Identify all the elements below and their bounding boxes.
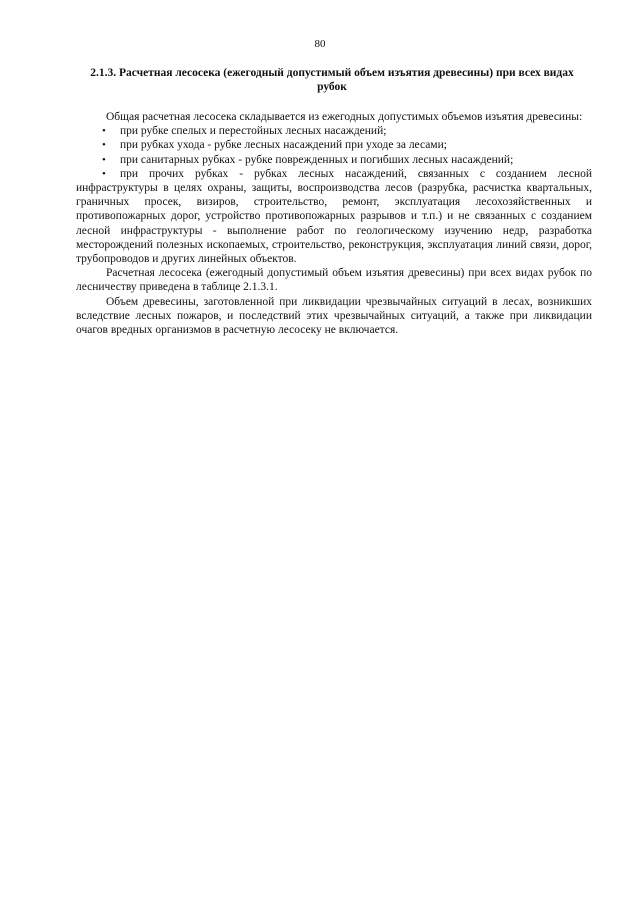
list-item bbox=[76, 153, 592, 167]
list-item-text: при санитарных рубках - рубке поврежденных и погибших лесных насаждений; bbox=[120, 153, 514, 166]
list-item bbox=[76, 167, 592, 266]
page-number: 80 bbox=[314, 38, 326, 50]
bullet-dot-icon: • bbox=[102, 125, 106, 138]
list-item bbox=[76, 124, 592, 138]
bullet-dot-icon: • bbox=[102, 153, 106, 166]
intro-paragraph: Общая расчетная лесосека складывается из ежегодных допустимых объемов изъятия древесины: bbox=[106, 111, 583, 123]
bullet-list bbox=[76, 124, 592, 266]
section-body bbox=[76, 110, 592, 337]
table-reference-paragraph: Расчетная лесосека (ежегодный допустимый объем изъятия древесины) при всех видах рубок по лесничеству приведена в таблице 2.1.3.1. bbox=[76, 267, 592, 294]
emergency-note-paragraph: Объем древесины, заготовленной при ликвидации чрезвычайных ситуаций в лесах, возникших вследствие лесных пожаров, и последствий этих чрезвычайных ситуаций, а также при ликвидации очагов вредных организмов в расчетную лесосеку не включается. bbox=[76, 295, 592, 337]
bullet-dot-icon: • bbox=[102, 139, 106, 152]
section-heading: 2.1.3. Расчетная лесосека (ежегодный допустимый объем изъятия древесины) при всех видах рубок bbox=[90, 67, 574, 93]
list-item-text: при рубке спелых и перестойных лесных насаждений; bbox=[120, 125, 387, 138]
list-item-text: при прочих рубках - рубках лесных насаждений, связанных с созданием лесной инфраструктуры в целях охраны, защиты, воспроизводства лесов (разрубка, расчистка квартальных, граничных просек, визиров, строительство, ремонт, эксплуатация лесохозяйственных и противопожарных дорог, устройство противопожарных разрывов и т.п.) и не связанных с созданием лесной инфраструктуры - выполнение работ по геологическому изучению недр, разработка месторождений полезных ископаемых, строительство, реконструкция, эксплуатация линий связи, дорог, трубопроводов и других линейных объектов. bbox=[76, 167, 592, 266]
bullet-dot-icon: • bbox=[102, 167, 106, 180]
list-item-text: при рубках ухода - рубке лесных насаждений при уходе за лесами; bbox=[120, 139, 447, 152]
list-item bbox=[76, 138, 592, 152]
